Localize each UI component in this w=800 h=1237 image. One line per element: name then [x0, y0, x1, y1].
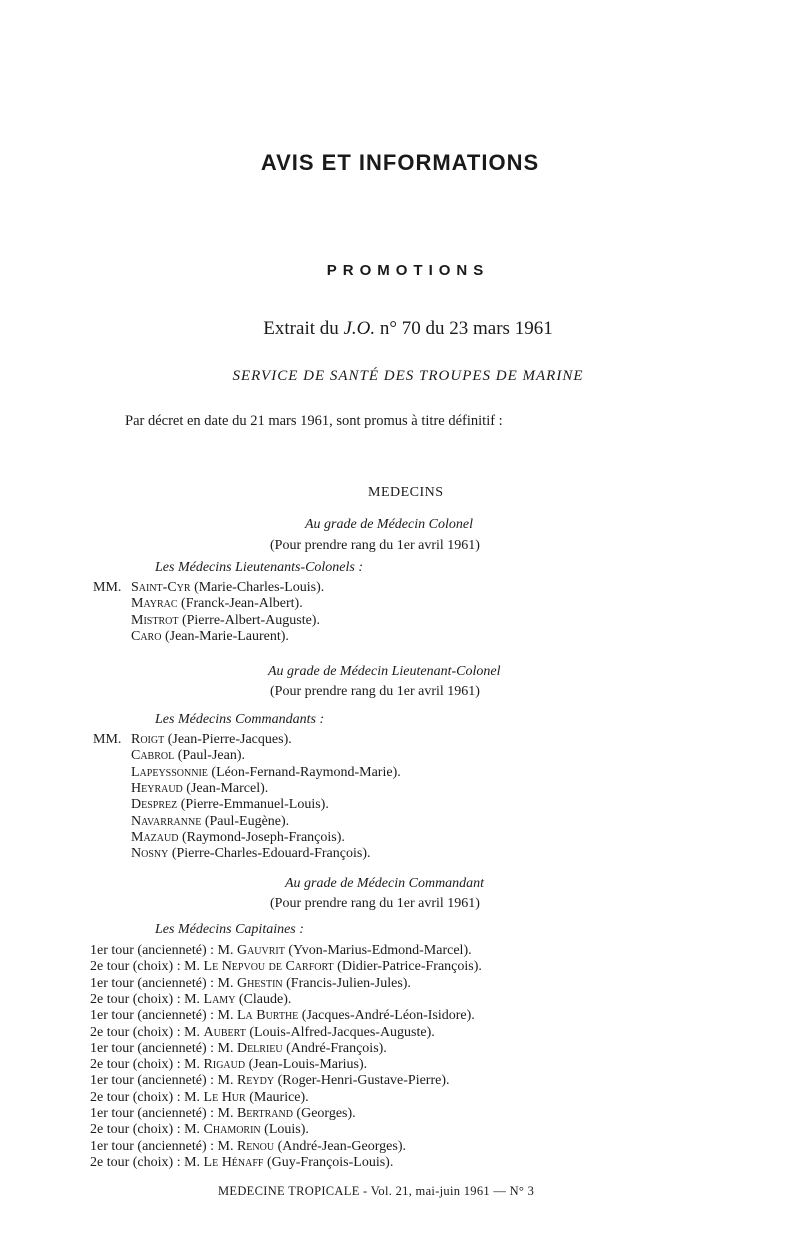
rank-note: (Pour prendre rang du 1er avril 1961) [270, 896, 480, 911]
entry-given-names: (Claude). [238, 991, 292, 1007]
entry-given-names: (Jean-Marcel). [186, 780, 269, 796]
entry-given-names: (Georges). [296, 1106, 356, 1121]
promotion-entry [90, 1139, 406, 1155]
entry-given-names: (Pierre-Charles-Edouard-François). [171, 846, 371, 862]
entry-prefix: 1er tour (ancienneté) : M. [90, 1008, 234, 1024]
entry-given-names: (Raymond-Joseph-François). [181, 829, 345, 845]
entry-prefix: 2e tour (choix) : M. [90, 991, 201, 1007]
service-title: SERVICE DE SANTÉ DES TROUPES DE MARINE [232, 368, 584, 384]
entry-prefix: 1er tour (ancienneté) : M. [90, 1073, 234, 1089]
promotion-entry [90, 1057, 367, 1073]
group-source: Les Médecins Commandants : [155, 712, 325, 727]
entry-prefix: 2e tour (choix) : M. [90, 1024, 201, 1040]
entry-given-names: (Léon-Fernand-Raymond-Marie). [211, 764, 401, 780]
decree-text: Par décret en date du 21 mars 1961, sont promus à titre définitif : [125, 413, 503, 429]
entry-prefix: 2e tour (choix) : M. [90, 1154, 201, 1170]
entry-surname: La Burthe [236, 1008, 299, 1024]
entry-prefix: 2e tour (choix) : M. [90, 1089, 201, 1105]
promotion-entry [93, 830, 345, 846]
category-heading: MEDECINS [368, 485, 444, 500]
entry-given-names: (Louis). [264, 1122, 309, 1138]
entry-given-names: (Jean-Marie-Laurent). [164, 628, 289, 644]
promotion-entry [93, 596, 303, 612]
entry-given-names: (Jacques-André-Léon-Isidore). [301, 1008, 475, 1024]
entry-prefix: 2e tour (choix) : M. [90, 1122, 201, 1138]
entry-surname: Nosny [131, 846, 169, 862]
entry-given-names: (Roger-Henri-Gustave-Pierre). [277, 1073, 450, 1089]
entry-given-names: (Paul-Eugène). [204, 813, 290, 829]
rank-note: (Pour prendre rang du 1er avril 1961) [270, 684, 480, 699]
promotion-entry [90, 1008, 475, 1024]
promotion-entry [93, 748, 245, 764]
entry-surname: Le Hur [203, 1089, 246, 1105]
extract-rest: n° 70 du 23 mars 1961 [375, 318, 553, 339]
rank-note: (Pour prendre rang du 1er avril 1961) [270, 538, 480, 553]
entry-prefix: MM. [93, 580, 122, 595]
entry-surname: Desprez [131, 797, 178, 813]
promotion-entry [93, 732, 292, 748]
entry-surname: Le Nepvou de Carfort [203, 959, 334, 975]
entry-given-names: (Jean-Pierre-Jacques). [167, 732, 292, 747]
entry-surname: Aubert [203, 1024, 246, 1040]
promotion-entry [93, 814, 289, 830]
group-source: Les Médecins Lieutenants-Colonels : [155, 560, 364, 575]
promotion-entry [90, 1025, 435, 1041]
entry-surname: Caro [131, 628, 162, 644]
extract-journal: J.O. [343, 318, 376, 339]
entry-given-names: (Paul-Jean). [177, 748, 245, 764]
footer: MEDECINE TROPICALE - Vol. 21, mai-juin 1961 — N° 3 [218, 1184, 535, 1198]
promotion-entry [90, 943, 472, 959]
entry-prefix: 1er tour (ancienneté) : M. [90, 1040, 234, 1056]
grade-heading: Au grade de Médecin Lieutenant-Colonel [268, 664, 501, 679]
promotion-entry [93, 797, 329, 813]
entry-prefix: 2e tour (choix) : M. [90, 959, 201, 975]
entry-surname: Lamy [203, 991, 236, 1007]
entry-surname: Gauvrit [236, 943, 285, 958]
extract-line [0, 318, 800, 340]
entry-given-names: (Franck-Jean-Albert). [181, 596, 303, 612]
extract-prefix: Extrait du [263, 318, 344, 339]
entry-given-names: (André-Jean-Georges). [277, 1138, 406, 1154]
entry-prefix: 1er tour (ancienneté) : M. [90, 975, 234, 991]
entry-given-names: (Didier-Patrice-François). [337, 959, 482, 975]
entry-prefix: 1er tour (ancienneté) : M. [90, 1106, 234, 1121]
entry-prefix: MM. [93, 732, 122, 747]
entry-given-names: (Louis-Alfred-Jacques-Auguste). [249, 1024, 435, 1040]
entry-surname: Le Hénaff [203, 1154, 264, 1170]
entry-given-names: (André-François). [286, 1040, 387, 1056]
entry-given-names: (Guy-François-Louis). [266, 1154, 394, 1170]
entry-surname: Lapeyssonnie [131, 764, 208, 780]
entry-given-names: (Maurice). [249, 1089, 309, 1105]
entry-given-names: (Francis-Julien-Jules). [286, 975, 411, 991]
entry-surname: Cabrol [131, 748, 175, 764]
promotion-entry [93, 781, 268, 797]
entry-surname: Heyraud [131, 780, 183, 796]
entry-surname: Saint-Cyr [131, 580, 191, 595]
group-source: Les Médecins Capitaines : [155, 922, 304, 937]
entry-surname: Mayrac [131, 596, 178, 612]
entry-given-names: (Yvon-Marius-Edmond-Marcel). [288, 943, 472, 958]
promotion-entry [90, 959, 482, 975]
entry-prefix: 2e tour (choix) : M. [90, 1057, 201, 1073]
entry-surname: Roigt [131, 732, 165, 747]
entry-surname: Navarranne [131, 813, 202, 829]
entry-surname: Chamorin [203, 1122, 261, 1138]
entry-surname: Rigaud [203, 1057, 246, 1073]
entry-given-names: (Jean-Louis-Marius). [248, 1057, 368, 1073]
promotion-entry [90, 1073, 450, 1089]
promotion-entry [90, 992, 291, 1008]
entry-given-names: (Pierre-Albert-Auguste). [181, 612, 320, 628]
promotion-entry [90, 1155, 393, 1171]
entry-given-names: (Pierre-Emmanuel-Louis). [180, 797, 329, 813]
promotion-entry [93, 580, 324, 596]
entry-given-names: (Marie-Charles-Louis). [194, 580, 325, 595]
promotion-entry [93, 629, 289, 645]
promotion-entry [90, 1041, 387, 1057]
entry-surname: Renou [236, 1138, 275, 1154]
entry-surname: Delrieu [236, 1040, 283, 1056]
promotion-entry [93, 846, 371, 862]
promotion-entry [90, 1106, 356, 1122]
entry-surname: Mazaud [131, 829, 179, 845]
grade-heading: Au grade de Médecin Colonel [305, 517, 473, 532]
promotion-entry [90, 976, 411, 992]
promotion-entry [90, 1090, 309, 1106]
entry-surname: Bertrand [236, 1106, 293, 1121]
entry-surname: Reydy [236, 1073, 275, 1089]
entry-surname: Mistrot [131, 612, 179, 628]
promotion-entry [93, 613, 320, 629]
promotion-entry [90, 1122, 309, 1138]
entry-prefix: 1er tour (ancienneté) : M. [90, 943, 234, 958]
entry-surname: Ghestin [236, 975, 283, 991]
promotion-entry [93, 765, 401, 781]
grade-heading: Au grade de Médecin Commandant [285, 876, 485, 891]
page-title: AVIS ET INFORMATIONS [260, 150, 540, 175]
section-title: PROMOTIONS [326, 262, 490, 279]
entry-prefix: 1er tour (ancienneté) : M. [90, 1138, 234, 1154]
